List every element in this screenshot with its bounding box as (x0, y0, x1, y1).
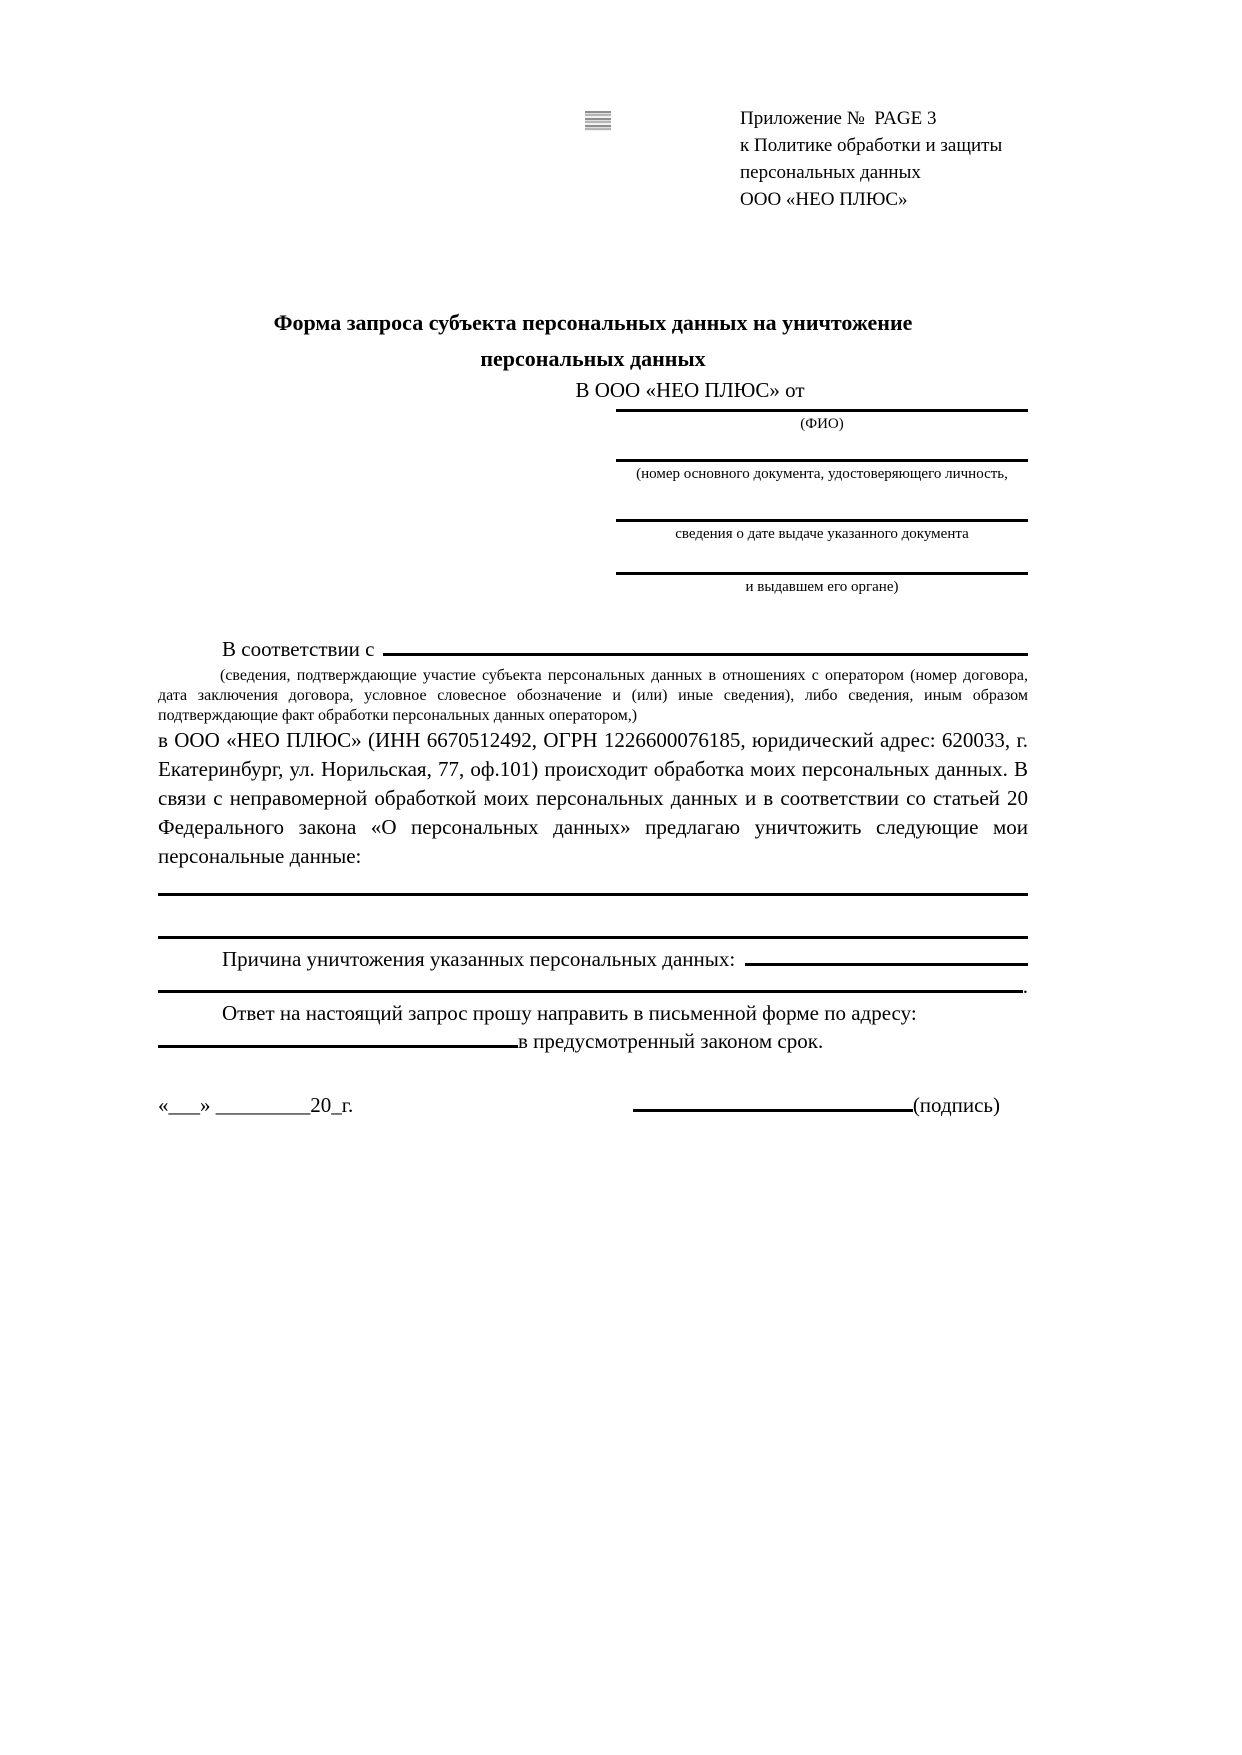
document-number-field (616, 433, 1028, 483)
reason-label: Причина уничтожения указанных персональных данных: (222, 947, 736, 971)
address-term-row (158, 1027, 1028, 1055)
period-mark: . (1022, 974, 1028, 998)
fio-field (616, 403, 1028, 433)
response-address-line: Ответ на настоящий запрос прошу направить в письменной форме по адресу: (222, 1001, 917, 1025)
main-paragraph: в ООО «НЕО ПЛЮС» (ИНН 6670512492, ОГРН 1226600076185, юридический адрес: 620033, г. Екатеринбург, ул. Норильская, 77, оф.101) происходит обработка моих персональных данных. В связи с неправомерной обработкой моих персональных данных и в соответствии со статьей 20 Федерального закона «О персональных данных» предлагаю уничтожить следующие мои персональные данные: (158, 728, 1028, 868)
policy-line-2: персональных данных (740, 162, 921, 183)
issue-date-caption: сведения о дате выдаче указанного документа (675, 526, 969, 542)
addressee-line: В ООО «НЕО ПЛЮС» от (575, 378, 805, 402)
issuing-authority-caption: и выдавшем его органе) (745, 579, 899, 595)
fio-caption: (ФИО) (800, 416, 844, 432)
accordance-field-line[interactable] (383, 653, 1029, 656)
reason-row (158, 945, 1028, 973)
form-title (158, 305, 1028, 377)
form-title-line-2: персональных данных (480, 346, 706, 371)
document-number-field-line[interactable] (616, 433, 1028, 462)
issuing-authority-field-line[interactable] (616, 543, 1028, 575)
issue-date-field-line[interactable] (616, 483, 1028, 522)
reason-continuation-row (158, 973, 1028, 999)
company-name: ООО «НЕО ПЛЮС» (740, 189, 908, 210)
identity-fields (616, 403, 1028, 596)
issue-date-field (616, 483, 1028, 543)
personal-data-blank-line-1[interactable] (158, 871, 1028, 896)
accordance-label: В соответствии с (222, 637, 375, 661)
policy-line-1: к Политике обработки и защиты (740, 135, 1003, 156)
signature-field-line[interactable] (633, 1109, 913, 1112)
date-fill-in[interactable]: «___» _________20_г. (158, 1093, 354, 1117)
header (158, 105, 1028, 213)
appendix-number-line: Приложение № PAGE 3 (740, 108, 937, 129)
term-text: в предусмотренный законом срок. (518, 1029, 824, 1053)
issuing-authority-field (616, 543, 1028, 596)
accordance-note: (сведения, подтверждающие участие субъекта персональных данных в отношениях с оператором (номер договора, дата заключения договора, условное словесное обозначение и (или) иные сведения), либо сведения, иным образом подтверждающие факт обработки персональных данных оператором,) (158, 667, 1028, 724)
fio-field-line[interactable] (616, 403, 1028, 412)
form-title-line-1: Форма запроса субъекта персональных данных на уничтожение (273, 310, 913, 335)
footer-row (158, 1091, 1028, 1119)
document-number-caption: (номер основного документа, удостоверяющего личность, (636, 466, 1008, 482)
reason-blank-line[interactable] (158, 990, 1023, 993)
personal-data-blank-line-2[interactable] (158, 896, 1028, 939)
accordance-row (158, 636, 1028, 662)
signature-caption: (подпись) (912, 1093, 1000, 1117)
document-content (158, 0, 1028, 1119)
appendix-block (740, 105, 1028, 213)
address-field-line[interactable] (158, 1045, 518, 1048)
reason-field-line[interactable] (745, 963, 1028, 966)
embedded-image-icon (585, 111, 611, 131)
signature-group (633, 1091, 1000, 1119)
